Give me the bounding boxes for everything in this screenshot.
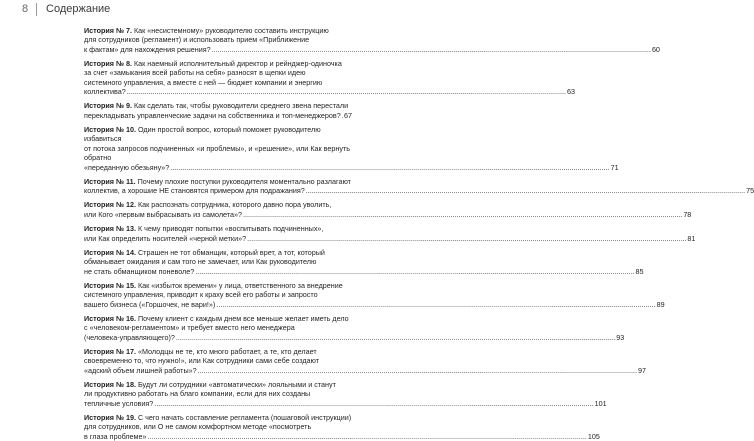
toc-entry-page: 60	[651, 44, 660, 54]
toc-entry-page: 89	[656, 299, 665, 309]
toc-entry-last-line	[84, 186, 754, 196]
toc-entry-label: История № 8.	[84, 59, 132, 69]
toc-entry-text-end: коллектив, а хорошие НЕ становятся примером для подражания?	[84, 186, 305, 196]
toc-entry-line: «Молодцы не те, кто много работает, а те, кто делает	[137, 346, 317, 356]
section-title: Содержание	[46, 3, 111, 15]
toc-entry-text-end: или Кого «первым выбрасывать из самолета»?	[84, 209, 242, 219]
toc-entry-line: обманывает ожидания и сам того не замечает, или Как руководителю	[84, 257, 317, 267]
toc-entry-last-line	[84, 431, 600, 441]
toc-entry-last-line	[84, 87, 576, 97]
toc-entry-label: История № 16.	[84, 313, 136, 323]
toc-entry-line: Как распознать сотрудника, которого давно пора уволить,	[137, 200, 332, 210]
toc-entry-label: История № 14.	[84, 247, 136, 257]
toc-entry-line: системного управления, приводит к краху всей его работы и запросто	[84, 290, 318, 300]
toc-entry-page: 75	[746, 186, 754, 196]
toc-entry	[84, 313, 625, 342]
dot-leader: ............................................................................................................................................................................................................................	[154, 398, 594, 408]
toc-entry-text-end: или Как определить носителей «черной метки»?	[84, 233, 247, 243]
toc-entry-line: Страшен не тот обманщик, который врет, а тот, который	[137, 247, 325, 257]
toc-entry-last-line	[84, 332, 625, 342]
dot-leader: ............................................................................................................................................................................................................................	[175, 332, 616, 342]
toc-entry-label: История № 19.	[84, 412, 136, 422]
toc-entry	[84, 247, 644, 276]
toc-entry	[84, 379, 607, 408]
toc-entry-text-end: не стать обманщиком поневоле?	[84, 266, 195, 276]
page-number: 8	[22, 3, 29, 15]
toc-entry-line: Почему клиент с каждым днем все меньше желает иметь дело	[137, 313, 349, 323]
dot-leader: ............................................................................................................................................................................................................................	[211, 44, 651, 54]
toc-entry-page: 63	[567, 87, 576, 97]
toc-entry-last-line	[84, 365, 646, 375]
toc-entry	[84, 224, 696, 243]
toc-entry-label: История № 9.	[84, 101, 132, 111]
toc-entry-line: Почему плохие поступки руководителя моментально разлагают	[137, 176, 351, 186]
toc-entry-line: с «человеком-регламентом» и требует вместо него менеджера	[84, 323, 295, 333]
dot-leader: ............................................................................................................................................................................................................................	[247, 233, 687, 243]
toc-entry-text-end: «переданную обезьяну»?	[84, 162, 170, 172]
toc-entry-line: системного управления, а вместе с ней — бюджет компании и энергию	[84, 77, 323, 87]
toc-entry-line: Как наемный исполнительный директор и рейнджер-одиночка	[133, 59, 342, 69]
toc-entry-line: К чему приводят попытки «воспитывать подчиненных»,	[137, 224, 324, 234]
toc-entry-text-end: к фактам» для нахождения решения?	[84, 44, 211, 54]
toc-entry-page: 71	[610, 162, 619, 172]
toc-entry-text-end: «адский объем лишней работы»?	[84, 365, 197, 375]
dot-leader: ............................................................................................................................................................................................................................	[197, 365, 637, 375]
toc-entry	[84, 346, 646, 375]
toc-entry-last-line	[84, 162, 619, 172]
dot-leader: ............................................................................................................................................................................................................................	[170, 162, 610, 172]
toc-entry-page: 105	[587, 431, 600, 441]
toc-entry-label: История № 12.	[84, 200, 136, 210]
toc-entry-text-end: в глаза проблеме»	[84, 431, 147, 441]
dot-leader: ............................................................................................................................................................................................................................	[242, 209, 683, 219]
dot-leader: ............................................................................................................................................................................................................................	[305, 186, 746, 196]
toc-entry-line: для сотрудников (регламент) и использовать прием «Приближение	[84, 35, 310, 45]
toc-entry-last-line	[84, 266, 644, 276]
toc-entry-label: История № 17.	[84, 346, 136, 356]
toc-entry-last-line	[84, 299, 665, 309]
toc-entry-line: ли продуктивно работать на благо компании, если для них созданы	[84, 389, 311, 399]
toc-entry-label: История № 18.	[84, 379, 136, 389]
toc-entry-last-line	[84, 111, 352, 120]
toc-entry-text-end: тепличные условия?	[84, 398, 154, 408]
toc-entry-label: История № 7.	[84, 26, 132, 35]
toc-entry-last-line	[84, 233, 696, 243]
toc-entry-line: Один простой вопрос, который поможет руководителю избавиться	[84, 125, 321, 144]
toc-entry-line: Будут ли сотрудники «автоматически» лояльными и станут	[137, 379, 336, 389]
header-divider	[36, 3, 37, 16]
toc-entry	[84, 412, 600, 441]
toc-entry	[84, 59, 576, 97]
toc-entry	[84, 125, 619, 172]
toc-entry-page: 97	[637, 365, 646, 375]
toc-entry-text-end: вашего бизнеса («Горшочек, не вари!»)	[84, 299, 216, 309]
toc-entry-line: Как «несистемному» руководителю составить инструкцию	[133, 26, 329, 35]
toc-entry-page: 93	[616, 332, 625, 342]
toc-entry-last-line	[84, 398, 607, 408]
toc-entry	[84, 176, 754, 196]
toc-entry-last-line	[84, 44, 660, 54]
toc-entry	[84, 101, 352, 120]
toc-entry-label: История № 11.	[84, 176, 136, 186]
dot-leader: ............................................................................................................................................................................................................................	[147, 431, 587, 441]
toc-entry-line: Как сделать так, чтобы руководители среднего звена перестали	[133, 101, 349, 111]
dot-leader: ............................................................................................................................................................................................................................	[126, 87, 567, 97]
toc-entry-label: История № 15.	[84, 280, 136, 290]
toc-entry-line: С чего начать составление регламента (пошаговой инструкции)	[137, 412, 352, 422]
toc-entry-text-end: перекладывать управленческие задачи на собственника и топ-менеджеров?	[84, 110, 341, 120]
toc-entry	[84, 26, 660, 54]
toc-entry	[84, 200, 692, 219]
dot-leader: ............................................................................................................................................................................................................................	[216, 299, 656, 309]
toc-entry-page: 101	[594, 398, 607, 408]
toc-entry-page: 67	[344, 110, 352, 120]
toc-entry-line: от потока запросов подчиненных «и проблемы», и «решение», или Как вернуть обратно	[84, 143, 350, 163]
toc-entry-line: для сотрудников, или О не самом комфортном методе «посмотреть	[84, 422, 312, 432]
toc-entry-line: за счет «замыкания всей работы на себя» разносят в щепки идею	[84, 68, 306, 78]
toc-entry-line: Как «избыток времени» у лица, ответственного за внедрение	[137, 280, 343, 290]
toc-entry-page: 81	[687, 233, 696, 243]
toc-entry-text-end: (человека-управляющего)?	[84, 332, 175, 342]
toc-entry-text-end: коллектива?	[84, 87, 126, 97]
toc-entry-label: История № 10.	[84, 125, 136, 135]
page-header	[0, 0, 420, 22]
dot-leader: ............................................................................................................................................................................................................................	[195, 266, 635, 276]
table-of-contents	[84, 26, 754, 441]
toc-entry-line: своевременно то, что нужно!», или Как сотрудники сами себе создают	[84, 356, 320, 366]
toc-entry	[84, 280, 665, 309]
dot-leader	[342, 111, 343, 120]
toc-entry-last-line	[84, 209, 692, 219]
toc-entry-label: История № 13.	[84, 224, 136, 234]
toc-entry-page: 85	[635, 266, 644, 276]
toc-entry-page: 78	[683, 209, 692, 219]
